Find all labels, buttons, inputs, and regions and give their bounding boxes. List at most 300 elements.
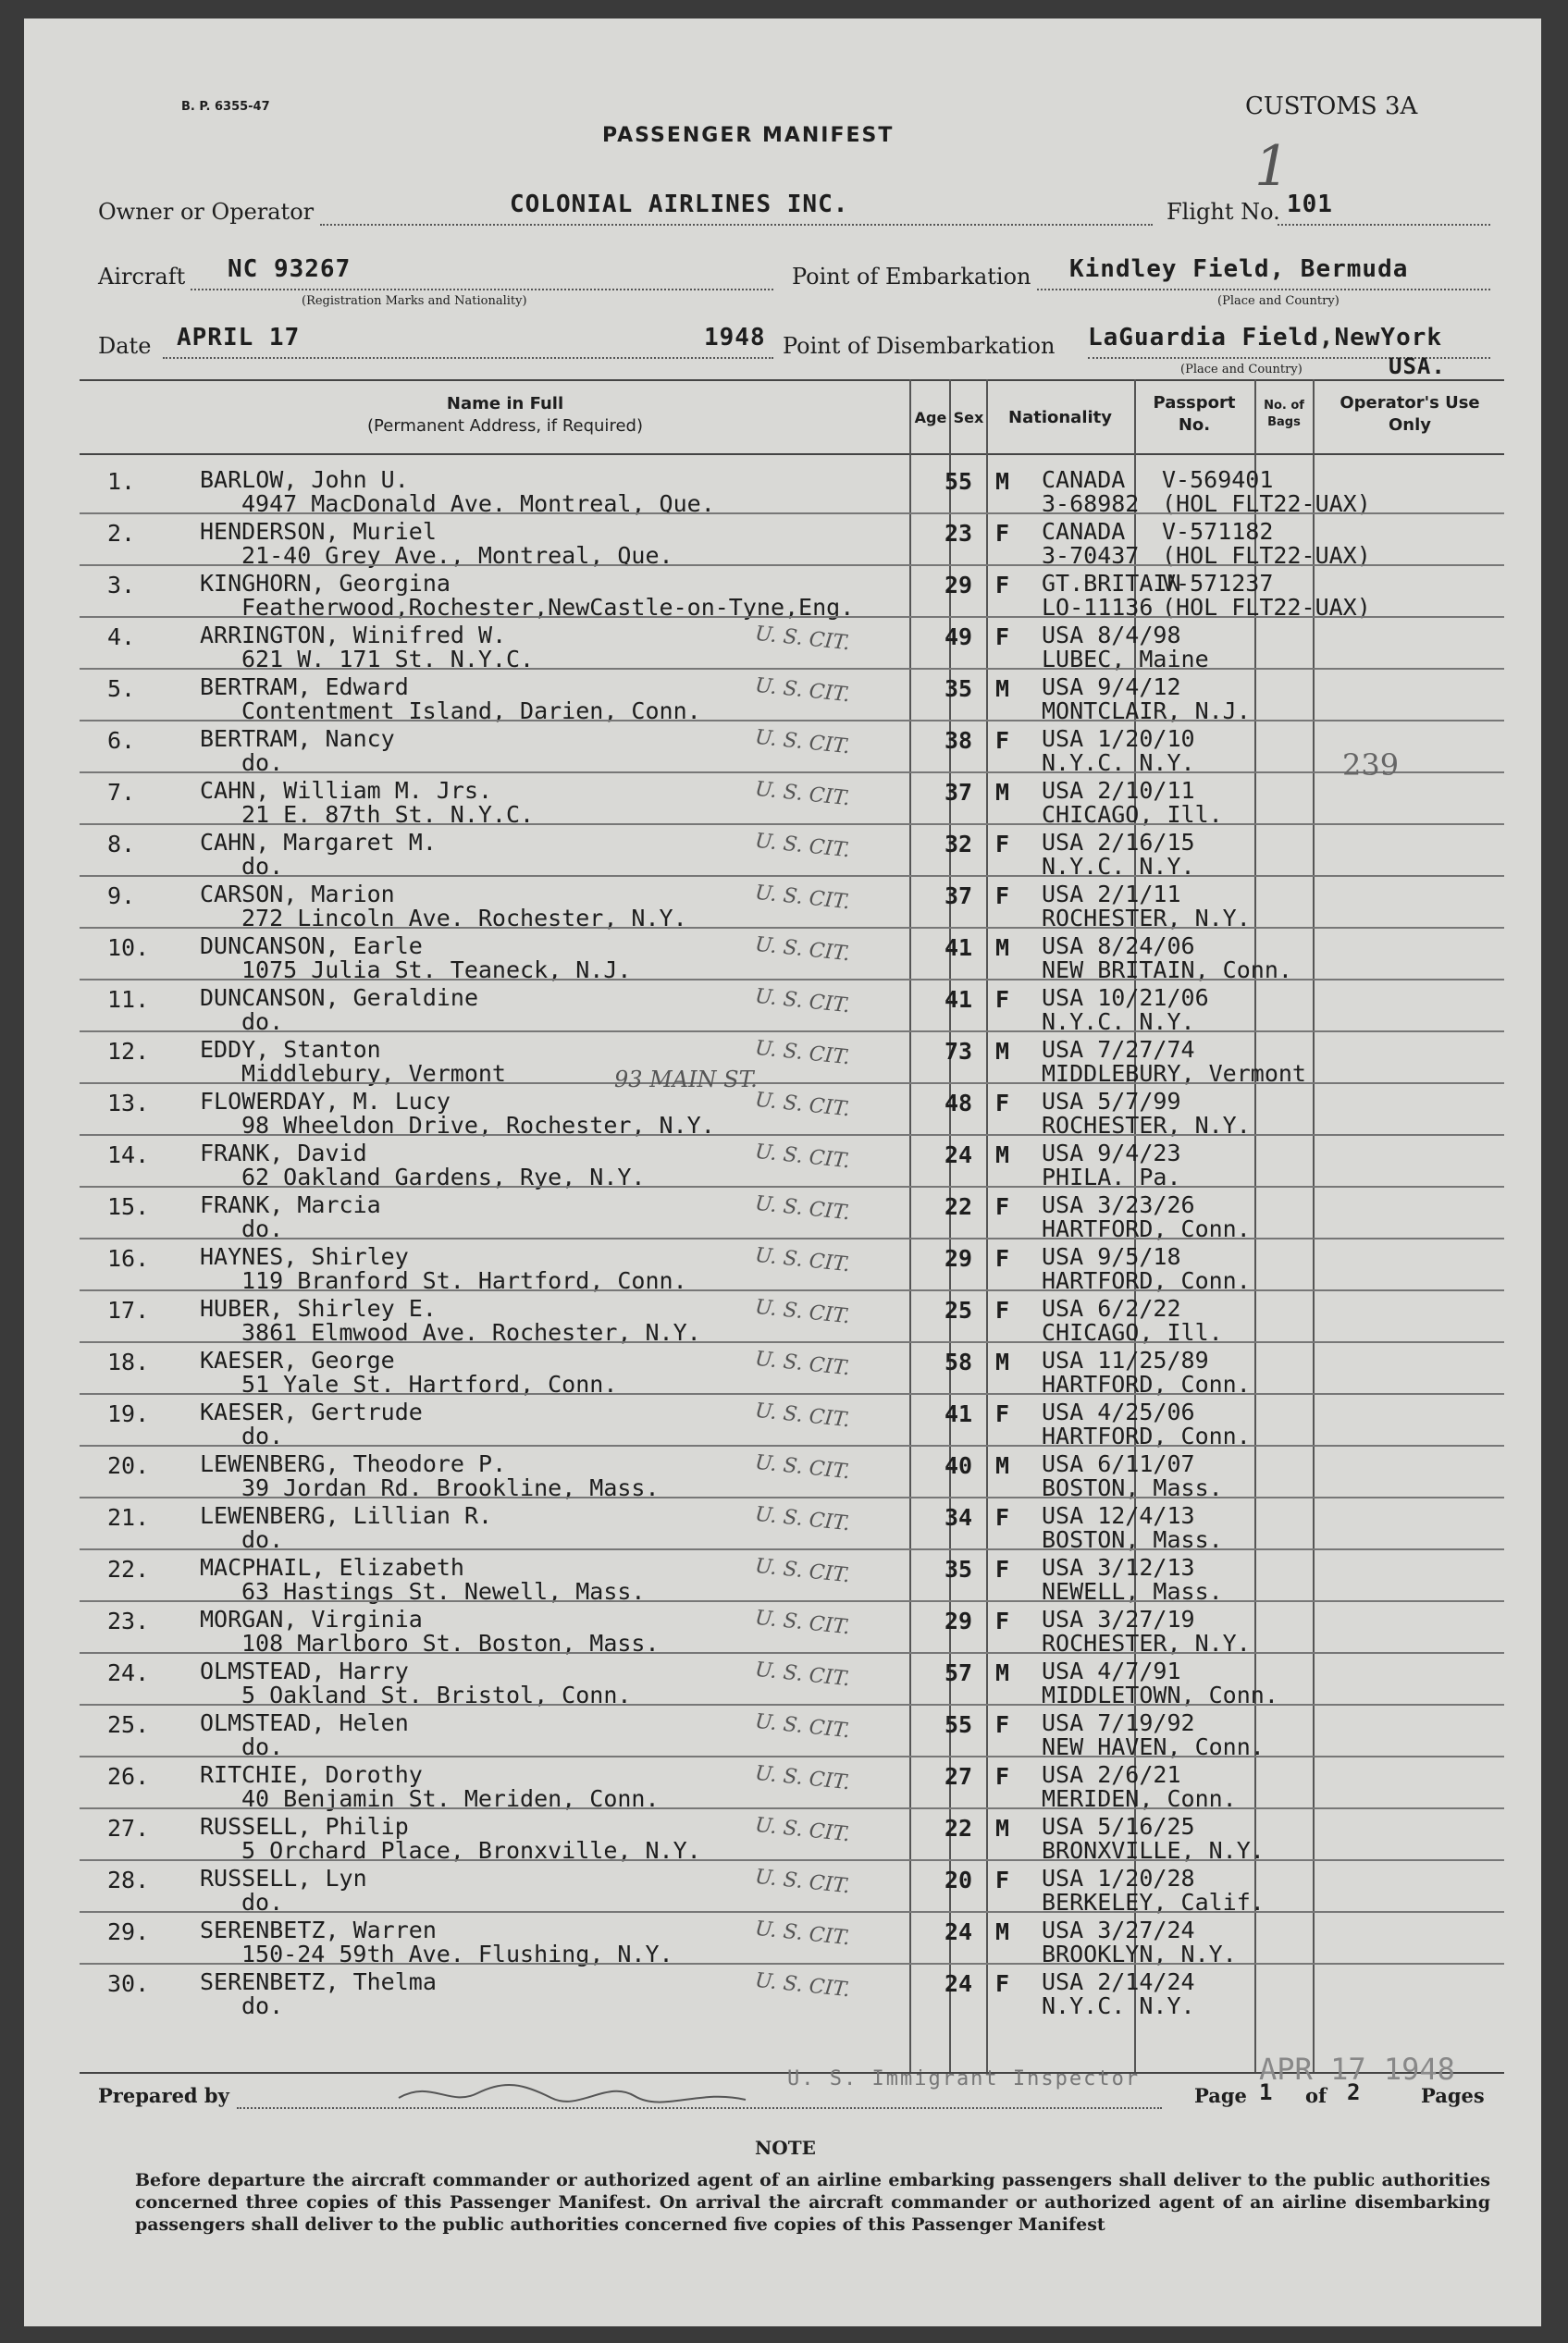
passenger-age: 24: [945, 1141, 973, 1168]
passenger-sex: F: [995, 1970, 1010, 1997]
passenger-address: 63 Hastings St. Newell, Mass.: [241, 1578, 646, 1605]
passenger-passport: V-569401: [1162, 466, 1274, 493]
table-row: [80, 462, 1504, 517]
of-label: of: [1305, 2084, 1327, 2107]
row-separator: [80, 1238, 1504, 1239]
date-value: APRIL 17: [177, 324, 301, 351]
row-separator: [80, 1859, 1504, 1861]
passenger-address: Middlebury, Vermont: [241, 1060, 506, 1087]
passenger-address: Featherwood,Rochester,NewCastle-on-Tyne,Eng.: [241, 594, 855, 621]
table-row: [80, 1550, 1504, 1605]
passenger-nationality: CANADA: [1042, 518, 1126, 545]
row-separator: [80, 1393, 1504, 1395]
citizenship-stamp: U. S. CIT.: [753, 1968, 851, 2003]
flight-label: Flight No.: [1167, 199, 1280, 225]
passenger-number: 22.: [107, 1556, 150, 1583]
passenger-number: 21.: [107, 1504, 150, 1531]
passenger-sex: F: [995, 1867, 1010, 1893]
col-header-name-sub: (Permanent Address, if Required): [367, 416, 643, 436]
passenger-nationality: USA 5/7/99: [1042, 1088, 1181, 1115]
citizenship-stamp: U. S. CIT.: [753, 725, 851, 759]
passenger-name: CAHN, William M. Jrs.: [200, 777, 493, 804]
passenger-birthplace: 3-70437: [1042, 542, 1140, 569]
row-separator: [80, 1134, 1504, 1136]
table-row: [80, 1291, 1504, 1346]
passenger-age: 41: [945, 934, 973, 961]
passenger-birthplace: MONTCLAIR, N.J.: [1042, 697, 1251, 724]
note-title: NOTE: [755, 2137, 816, 2159]
passenger-birthplace: ROCHESTER, N.Y.: [1042, 1112, 1251, 1139]
passenger-address: do.: [241, 1008, 284, 1035]
passenger-birthplace: CHICAGO, Ill.: [1042, 1319, 1223, 1346]
table-row: [80, 566, 1504, 621]
passenger-sex: F: [995, 1711, 1010, 1738]
passenger-name: HAYNES, Shirley: [200, 1243, 409, 1270]
passenger-age: 55: [945, 1711, 973, 1738]
passenger-sex: F: [995, 1763, 1010, 1790]
passenger-address: do.: [241, 749, 284, 776]
table-row: [80, 1654, 1504, 1706]
passenger-name: DUNCANSON, Earle: [200, 932, 423, 959]
passenger-passport: V-571182: [1162, 518, 1274, 545]
passenger-birthplace: BROOKLYN, N.Y.: [1042, 1941, 1237, 1967]
passenger-birthplace: N.Y.C. N.Y.: [1042, 1992, 1195, 2019]
passenger-birthplace: N.Y.C. N.Y.: [1042, 1008, 1195, 1035]
handwritten-address: 93 MAIN ST.: [614, 1067, 758, 1092]
passenger-number: 20.: [107, 1452, 150, 1479]
page-label: Page: [1194, 2084, 1247, 2107]
passenger-number: 30.: [107, 1970, 150, 1997]
passenger-birthplace: MIDDLEBURY, Vermont: [1042, 1060, 1306, 1087]
table-row: [80, 1965, 1504, 2019]
passenger-number: 2.: [107, 520, 136, 547]
row-separator: [80, 927, 1504, 929]
passenger-nationality: USA 12/4/13: [1042, 1502, 1195, 1529]
passenger-age: 24: [945, 1970, 973, 1997]
passenger-address: Contentment Island, Darien, Conn.: [241, 697, 701, 724]
citizenship-stamp: U. S. CIT.: [753, 1813, 851, 1847]
passenger-name: MACPHAIL, Elizabeth: [200, 1554, 464, 1581]
passenger-address: 150-24 59th Ave. Flushing, N.Y.: [241, 1941, 673, 1967]
passenger-address: do.: [241, 1733, 284, 1760]
passenger-sex: F: [995, 831, 1010, 857]
passenger-birthplace: HARTFORD, Conn.: [1042, 1371, 1251, 1398]
passenger-age: 41: [945, 1400, 973, 1427]
col-header-sex: Sex: [953, 409, 984, 426]
table-row: [80, 1861, 1504, 1916]
row-separator: [80, 1497, 1504, 1498]
passenger-nationality: CANADA: [1042, 466, 1126, 493]
year-value: 1948: [704, 324, 766, 351]
passenger-sex: F: [995, 520, 1010, 547]
passenger-sex: F: [995, 1400, 1010, 1427]
row-separator: [80, 771, 1504, 773]
table-row: [80, 773, 1504, 828]
passenger-age: 29: [945, 572, 973, 598]
passenger-nationality: USA 9/5/18: [1042, 1243, 1181, 1270]
passenger-address: 5 Orchard Place, Bronxville, N.Y.: [241, 1837, 701, 1864]
row-separator: [80, 1600, 1504, 1602]
passenger-address: do.: [241, 1526, 284, 1553]
table-row: [80, 1395, 1504, 1447]
table-row: [80, 1757, 1504, 1812]
passenger-nationality: USA 9/4/23: [1042, 1140, 1181, 1166]
passenger-nationality: USA 9/4/12: [1042, 673, 1181, 700]
table-row: [80, 980, 1504, 1035]
disembark-country: USA.: [1389, 353, 1446, 379]
passenger-birthplace: NEWELL, Mass.: [1042, 1578, 1223, 1605]
passenger-age: 41: [945, 986, 973, 1013]
passenger-sex: M: [995, 1815, 1010, 1842]
passenger-sex: M: [995, 1349, 1010, 1375]
passenger-nationality: USA 8/4/98: [1042, 622, 1181, 648]
row-separator: [80, 1652, 1504, 1654]
passenger-number: 16.: [107, 1245, 150, 1272]
passenger-nationality: USA 3/23/26: [1042, 1191, 1195, 1218]
passenger-number: 28.: [107, 1867, 150, 1893]
table-row: [80, 1706, 1504, 1760]
row-separator: [80, 1756, 1504, 1757]
passenger-number: 25.: [107, 1711, 150, 1738]
passenger-sex: F: [995, 1245, 1010, 1272]
passenger-birthplace: HARTFORD, Conn.: [1042, 1423, 1251, 1449]
passenger-birthplace: NEW HAVEN, Conn.: [1042, 1733, 1265, 1760]
table-row: [80, 1602, 1504, 1657]
passenger-nationality: USA 2/14/24: [1042, 1968, 1195, 1995]
row-separator: [80, 1030, 1504, 1032]
passenger-number: 18.: [107, 1349, 150, 1375]
page-value: 1: [1259, 2079, 1274, 2105]
citizenship-stamp: U. S. CIT.: [753, 1295, 851, 1329]
passenger-number: 4.: [107, 623, 136, 650]
owner-label: Owner or Operator: [98, 199, 315, 225]
customs-label: CUSTOMS 3A: [1245, 92, 1418, 120]
passenger-name: KAESER, Gertrude: [200, 1399, 423, 1425]
passenger-name: SERENBETZ, Warren: [200, 1917, 437, 1943]
passenger-name: LEWENBERG, Theodore P.: [200, 1450, 507, 1477]
row-separator: [80, 1807, 1504, 1809]
passenger-number: 24.: [107, 1659, 150, 1686]
passenger-age: 29: [945, 1608, 973, 1634]
passenger-name: OLMSTEAD, Helen: [200, 1709, 409, 1736]
passenger-address: 1075 Julia St. Teaneck, N.J.: [241, 956, 632, 983]
passenger-age: 37: [945, 779, 973, 806]
table-header-rule: [80, 453, 1504, 455]
col-header-age: Age: [914, 409, 947, 426]
citizenship-stamp: U. S. CIT.: [753, 1036, 851, 1070]
row-separator: [80, 1963, 1504, 1965]
passenger-address: 39 Jordan Rd. Brookline, Mass.: [241, 1474, 660, 1501]
passenger-address: 4947 MacDonald Ave. Montreal, Que.: [241, 490, 715, 517]
passenger-sex: M: [995, 1918, 1010, 1945]
col-header-passport: Passport No.: [1153, 393, 1236, 435]
row-separator: [80, 875, 1504, 877]
citizenship-stamp: U. S. CIT.: [753, 777, 851, 811]
passenger-address: 3861 Elmwood Ave. Rochester, N.Y.: [241, 1319, 701, 1346]
passenger-age: 40: [945, 1452, 973, 1479]
passenger-sex: M: [995, 1141, 1010, 1168]
passenger-nationality: USA 3/27/24: [1042, 1917, 1195, 1943]
passenger-age: 49: [945, 623, 973, 650]
citizenship-stamp: U. S. CIT.: [753, 622, 851, 656]
row-separator: [80, 564, 1504, 566]
date-stamp: APR 17 1948: [1259, 2052, 1455, 2087]
aircraft-line: [191, 289, 773, 290]
passenger-nationality: USA 7/19/92: [1042, 1709, 1195, 1736]
citizenship-stamp: U. S. CIT.: [753, 1658, 851, 1692]
citizenship-stamp: U. S. CIT.: [753, 1243, 851, 1277]
passenger-birthplace: MERIDEN, Conn.: [1042, 1785, 1237, 1812]
passenger-nationality: USA 10/21/06: [1042, 984, 1209, 1011]
passenger-nationality: USA 7/27/74: [1042, 1036, 1195, 1063]
handwritten-page-mark: 1: [1254, 134, 1290, 199]
passenger-name: FRANK, David: [200, 1140, 367, 1166]
passenger-passport: V-571237: [1162, 570, 1274, 597]
passenger-address: 40 Benjamin St. Meriden, Conn.: [241, 1785, 660, 1812]
passenger-nationality: USA 5/16/25: [1042, 1813, 1195, 1840]
passenger-age: 22: [945, 1815, 973, 1842]
citizenship-stamp: U. S. CIT.: [753, 881, 851, 915]
passenger-number: 14.: [107, 1141, 150, 1168]
passenger-name: EDDY, Stanton: [200, 1036, 381, 1063]
table-row: [80, 1498, 1504, 1553]
passenger-nationality: USA 6/2/22: [1042, 1295, 1181, 1322]
row-separator: [80, 1704, 1504, 1706]
passenger-name: RITCHIE, Dorothy: [200, 1761, 423, 1788]
pages-label: Pages: [1421, 2084, 1485, 2107]
table-row: [80, 1032, 1504, 1087]
passenger-address: 119 Branford St. Hartford, Conn.: [241, 1267, 687, 1294]
row-separator: [80, 1289, 1504, 1291]
flight-line: [1278, 224, 1490, 226]
table-row: [80, 1913, 1504, 1965]
of-value: 2: [1347, 2079, 1362, 2105]
passenger-age: 23: [945, 520, 973, 547]
passenger-age: 37: [945, 882, 973, 909]
embark-label: Point of Embarkation: [792, 264, 1031, 290]
passenger-age: 29: [945, 1245, 973, 1272]
citizenship-stamp: U. S. CIT.: [753, 1450, 851, 1485]
table-row: [80, 670, 1504, 724]
passenger-nationality: USA 11/25/89: [1042, 1347, 1209, 1374]
passenger-sex: F: [995, 1193, 1010, 1220]
passenger-number: 11.: [107, 986, 150, 1013]
row-separator: [80, 1445, 1504, 1447]
passenger-number: 15.: [107, 1193, 150, 1220]
citizenship-stamp: U. S. CIT.: [753, 1191, 851, 1226]
passenger-address: do.: [241, 853, 284, 880]
passenger-nationality: USA 4/25/06: [1042, 1399, 1195, 1425]
passenger-number: 8.: [107, 831, 136, 857]
passenger-sex: M: [995, 468, 1010, 495]
passenger-birthplace: MIDDLETOWN, Conn.: [1042, 1682, 1278, 1708]
passenger-address: 62 Oakland Gardens, Rye, N.Y.: [241, 1164, 646, 1190]
passenger-sex: M: [995, 779, 1010, 806]
passenger-address: 98 Wheeldon Drive, Rochester, N.Y.: [241, 1112, 715, 1139]
passenger-name: BARLOW, John U.: [200, 466, 409, 493]
table-row: [80, 1447, 1504, 1501]
table-row: [80, 1343, 1504, 1398]
table-row: [80, 929, 1504, 983]
owner-value: COLONIAL AIRLINES INC.: [510, 191, 849, 218]
citizenship-stamp: U. S. CIT.: [753, 1502, 851, 1536]
form-title: PASSENGER MANIFEST: [602, 124, 895, 147]
disembark-label: Point of Disembarkation: [783, 333, 1056, 359]
row-separator: [80, 979, 1504, 980]
passenger-passport-note: (HOL FLT22-UAX): [1162, 490, 1371, 517]
passenger-birthplace: PHILA. Pa.: [1042, 1164, 1181, 1190]
passenger-number: 17.: [107, 1297, 150, 1324]
passenger-number: 23.: [107, 1608, 150, 1634]
passenger-address: do.: [241, 1889, 284, 1916]
table-row: [80, 877, 1504, 929]
passenger-name: FLOWERDAY, M. Lucy: [200, 1088, 451, 1115]
row-separator: [80, 1082, 1504, 1084]
passenger-nationality: USA 1/20/28: [1042, 1865, 1195, 1892]
passenger-birthplace: LO-11136: [1042, 594, 1154, 621]
citizenship-stamp: U. S. CIT.: [753, 1761, 851, 1795]
passenger-name: HENDERSON, Muriel: [200, 518, 437, 545]
passenger-name: CAHN, Margaret M.: [200, 829, 437, 856]
passenger-number: 26.: [107, 1763, 150, 1790]
passenger-number: 19.: [107, 1400, 150, 1427]
citizenship-stamp: U. S. CIT.: [753, 1606, 851, 1640]
passenger-number: 1.: [107, 468, 136, 495]
row-separator: [80, 668, 1504, 670]
passenger-nationality: USA 3/12/13: [1042, 1554, 1195, 1581]
passenger-birthplace: BERKELEY, Calif.: [1042, 1889, 1265, 1916]
passenger-nationality: USA 2/1/11: [1042, 881, 1181, 907]
passenger-address: 5 Oakland St. Bristol, Conn.: [241, 1682, 632, 1708]
row-separator: [80, 1341, 1504, 1343]
passenger-age: 24: [945, 1918, 973, 1945]
passenger-birthplace: 3-68982: [1042, 490, 1140, 517]
row-separator: [80, 512, 1504, 514]
table-row: [80, 721, 1504, 776]
passenger-birthplace: BOSTON, Mass.: [1042, 1474, 1223, 1501]
passenger-age: 27: [945, 1763, 973, 1790]
passenger-sex: M: [995, 1038, 1010, 1065]
aircraft-value: NC 93267: [228, 255, 352, 283]
citizenship-stamp: U. S. CIT.: [753, 1709, 851, 1744]
col-header-name-title: Name in Full: [446, 394, 564, 413]
passenger-age: 48: [945, 1090, 973, 1116]
passenger-birthplace: CHICAGO, Ill.: [1042, 801, 1223, 828]
passenger-number: 27.: [107, 1815, 150, 1842]
owner-line: [320, 224, 1153, 226]
passenger-age: 35: [945, 675, 973, 702]
embark-line: [1037, 289, 1490, 290]
passenger-nationality: USA 1/20/10: [1042, 725, 1195, 752]
citizenship-stamp: U. S. CIT.: [753, 1140, 851, 1174]
passenger-number: 13.: [107, 1090, 150, 1116]
passenger-address: do.: [241, 1215, 284, 1242]
passenger-name: CARSON, Marion: [200, 881, 395, 907]
passenger-age: 57: [945, 1659, 973, 1686]
aircraft-label: Aircraft: [98, 264, 186, 290]
passenger-sex: F: [995, 1297, 1010, 1324]
passenger-age: 34: [945, 1504, 973, 1531]
passenger-name: RUSSELL, Philip: [200, 1813, 409, 1840]
table-row: [80, 825, 1504, 880]
passenger-address: 51 Yale St. Hartford, Conn.: [241, 1371, 618, 1398]
table-row: [80, 618, 1504, 670]
passenger-address: do.: [241, 1423, 284, 1449]
passenger-passport-note: (HOL FLT22-UAX): [1162, 594, 1371, 621]
form-code: B. P. 6355-47: [181, 100, 270, 114]
date-line: [163, 357, 773, 359]
passenger-age: 73: [945, 1038, 973, 1065]
passenger-sex: F: [995, 986, 1010, 1013]
passenger-name: FRANK, Marcia: [200, 1191, 381, 1218]
row-separator: [80, 823, 1504, 825]
passenger-nationality: USA 3/27/19: [1042, 1606, 1195, 1633]
row-separator: [80, 720, 1504, 721]
row-separator: [80, 1911, 1504, 1913]
passenger-birthplace: LUBEC, Maine: [1042, 646, 1209, 672]
row-separator: [80, 616, 1504, 618]
citizenship-stamp: U. S. CIT.: [753, 1399, 851, 1433]
passenger-sex: M: [995, 1452, 1010, 1479]
col-header-nationality: Nationality: [1008, 408, 1112, 427]
aircraft-note: (Registration Marks and Nationality): [302, 294, 527, 308]
passenger-birthplace: ROCHESTER, N.Y.: [1042, 905, 1251, 931]
passenger-birthplace: BOSTON, Mass.: [1042, 1526, 1223, 1553]
passenger-number: 29.: [107, 1918, 150, 1945]
passenger-name: KINGHORN, Georgina: [200, 570, 451, 597]
passenger-number: 6.: [107, 727, 136, 754]
table-row: [80, 1136, 1504, 1188]
table-top-rule: [80, 379, 1504, 381]
table-row: [80, 1809, 1504, 1864]
citizenship-stamp: U. S. CIT.: [753, 829, 851, 863]
passenger-address: 21 E. 87th St. N.Y.C.: [241, 801, 535, 828]
passenger-nationality: USA 4/7/91: [1042, 1658, 1181, 1684]
passenger-name: ARRINGTON, Winifred W.: [200, 622, 507, 648]
passenger-name: MORGAN, Virginia: [200, 1606, 423, 1633]
passenger-address: 108 Marlboro St. Boston, Mass.: [241, 1630, 660, 1657]
passenger-birthplace: BRONXVILLE, N.Y.: [1042, 1837, 1265, 1864]
date-label: Date: [98, 333, 152, 359]
passenger-name: LEWENBERG, Lillian R.: [200, 1502, 493, 1529]
passenger-age: 58: [945, 1349, 973, 1375]
col-header-name: [292, 393, 718, 438]
inspector-stamp: U. S. Immigrant Inspector: [787, 2067, 1141, 2090]
passenger-age: 38: [945, 727, 973, 754]
col-header-bags: No. of Bags: [1264, 399, 1304, 429]
citizenship-stamp: U. S. CIT.: [753, 1347, 851, 1381]
embark-value: Kindley Field, Bermuda: [1069, 255, 1409, 283]
disembark-note: (Place and Country): [1180, 363, 1303, 376]
passenger-nationality: USA 2/10/11: [1042, 777, 1195, 804]
passenger-age: 32: [945, 831, 973, 857]
citizenship-stamp: U. S. CIT.: [753, 1865, 851, 1899]
flight-value: 101: [1287, 191, 1333, 218]
passenger-sex: M: [995, 1659, 1010, 1686]
row-separator: [80, 1186, 1504, 1188]
table-row: [80, 514, 1504, 569]
passenger-birthplace: N.Y.C. N.Y.: [1042, 853, 1195, 880]
passenger-name: BERTRAM, Nancy: [200, 725, 395, 752]
passenger-name: KAESER, George: [200, 1347, 395, 1374]
passenger-sex: F: [995, 623, 1010, 650]
citizenship-stamp: U. S. CIT.: [753, 1554, 851, 1588]
passenger-address: do.: [241, 1992, 284, 2019]
passenger-birthplace: ROCHESTER, N.Y.: [1042, 1630, 1251, 1657]
operator-number: 239: [1342, 747, 1400, 783]
passenger-address: 272 Lincoln Ave. Rochester, N.Y.: [241, 905, 687, 931]
table-row: [80, 1084, 1504, 1139]
